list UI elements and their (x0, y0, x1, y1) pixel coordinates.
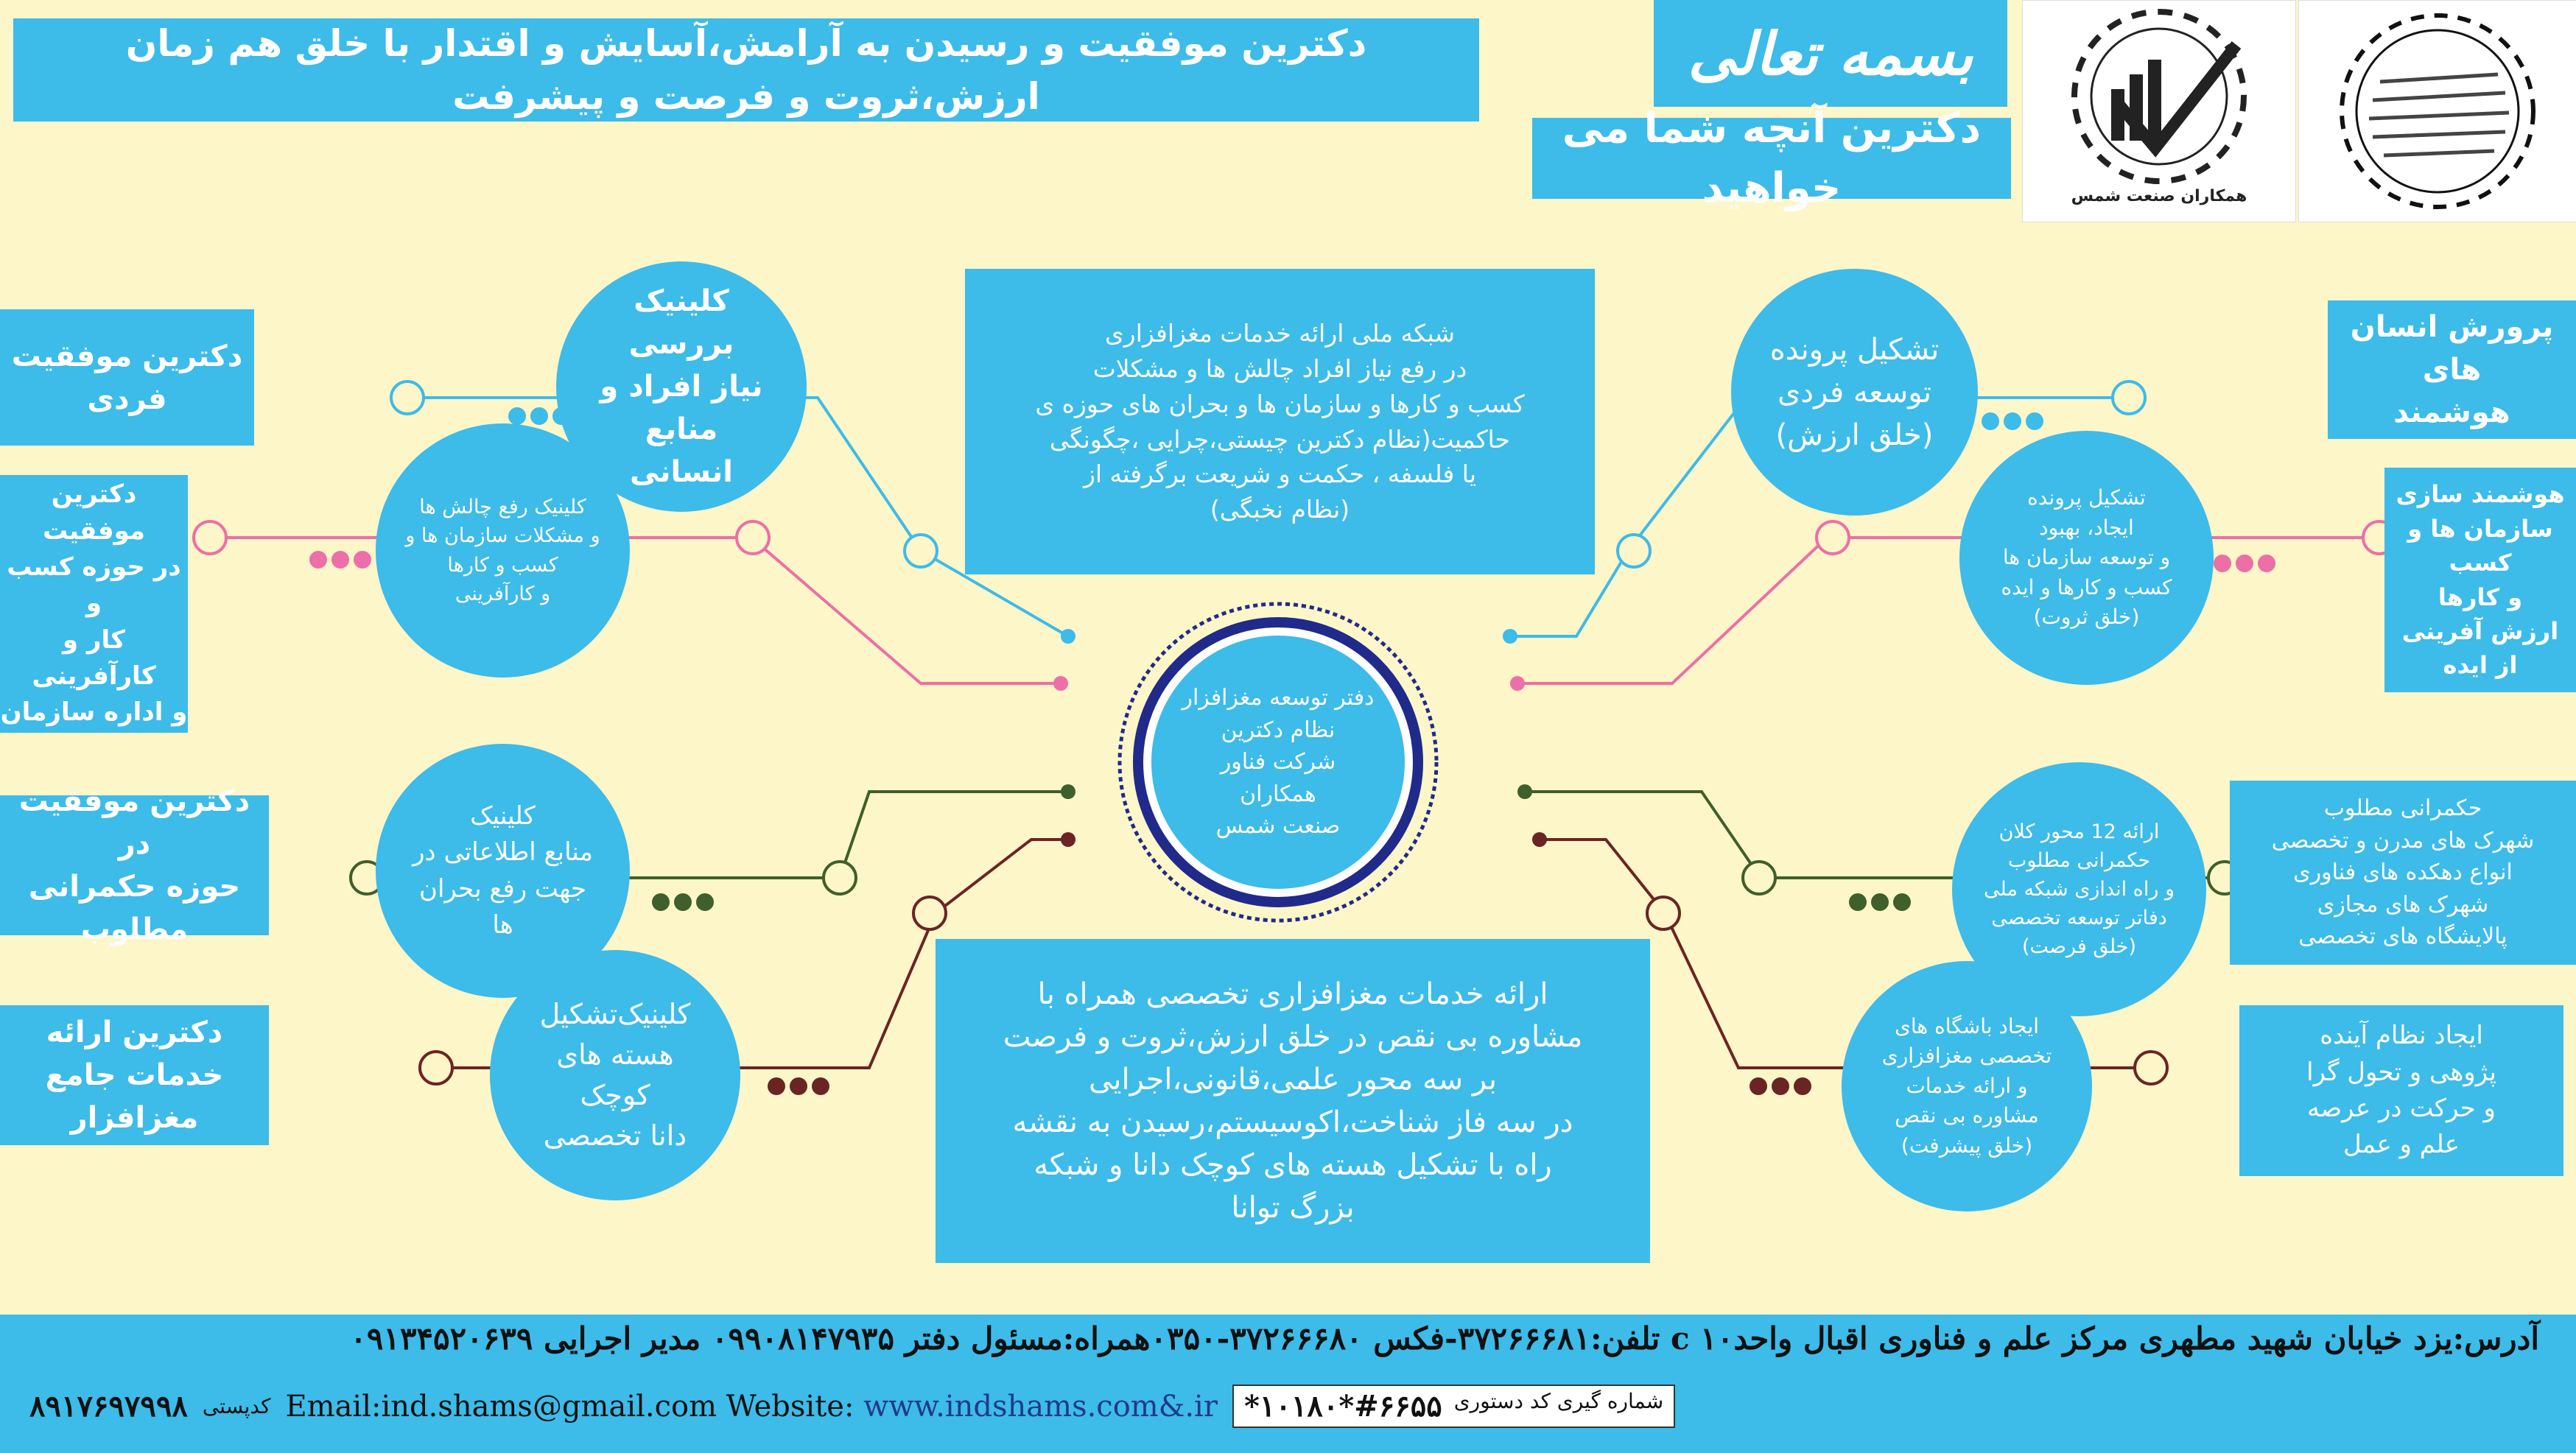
subtitle-box (1532, 104, 2011, 212)
left-box-brainware-services (0, 1005, 269, 1145)
circle-individual-development-file (1731, 269, 1978, 516)
right-circle-1-text: تشکیل پرونده توسعه فردی (خلق ارزش) (1769, 332, 1940, 452)
right-box-good-governance (2230, 781, 2576, 965)
endpoint-left-blue (1061, 629, 1075, 644)
dots-left-green (652, 893, 714, 911)
footer (0, 1315, 2576, 1453)
endpoint-right-pink (1510, 676, 1525, 691)
left-box-3-text: دکترین موفقیت در حوزه حکمرانی مطلوب (18, 784, 250, 946)
right-box-futures-research (2239, 1005, 2563, 1176)
right-box-2-text: هوشمند سازی سازمان ها و کسب و کارها ارزش آفرینی از ایده (2396, 480, 2565, 680)
right-box-4-text: ایجاد نظام آینده پژوهی و تحول گرا و حرکت در عرصه علم و عمل (2306, 1021, 2496, 1160)
footer-address-line (350, 1320, 2539, 1357)
left-box-1-text: دکترین موفقیت فردی (11, 339, 243, 416)
node-left-blue-2 (905, 535, 937, 567)
node-right-blue-2 (1618, 535, 1650, 567)
contact-email: Email:ind.shams@gmail.com Website: (285, 1389, 864, 1424)
center-circle-text: دفتر توسعه مغزافزار نظام دکترین شرکت فناور همکاران صنعت شمس (1182, 685, 1375, 840)
node-left-brown-1 (420, 1052, 452, 1084)
center-circle (1151, 636, 1405, 889)
tracking-code-label: شماره گیری کد دستوری (1453, 1389, 1664, 1413)
right-circle-2-text: تشکیل پرونده ایجاد، بهبود و توسعه سازمان ها کسب و کارها و ایده (خلق ثروت) (2001, 485, 2172, 630)
endpoint-left-green (1061, 784, 1075, 799)
association-seal-mark (2299, 1, 2576, 222)
company-logo (2022, 0, 2296, 222)
association-seal (2298, 0, 2576, 222)
node-right-green-2 (1743, 862, 1775, 894)
endpoint-right-brown (1532, 832, 1547, 847)
node-left-pink-1 (194, 521, 226, 554)
left-circle-2-text: کلینیک رفع چالش ها و مشکلات سازمان ها و کسب و کارها و کارآفرینی (405, 496, 600, 605)
node-left-green-2 (824, 862, 856, 894)
dots-left-brown (768, 1077, 829, 1095)
right-circle-4-text: ایجاد باشگاه های تخصصی مغزافزاری و ارائه خدمات مشاوره بی نقص (خلق پیشرفت) (1881, 1013, 2052, 1158)
left-circle-4-text: کلینیک‌تشکیل هسته های کوچک دانا تخصصی (539, 997, 691, 1153)
center-bottom-box (936, 939, 1650, 1263)
postal-code: ۸۹۱۷۶۹۷۹۹۸ (29, 1389, 188, 1424)
tracking-code-box (1232, 1385, 1675, 1428)
right-box-1-text: پرورش انسان های هوشمند (2350, 310, 2554, 429)
left-box-business-success (0, 475, 188, 733)
dots-right-brown (1749, 1077, 1811, 1095)
dots-right-blue (1982, 412, 2043, 430)
circle-specialized-clubs (1842, 961, 2092, 1211)
company-logo-caption: همکاران صنعت شمس (2071, 187, 2247, 205)
footer-address-text: آدرس:یزد خیابان شهید مطهری مرکز علم و فناوری اقبال واحد۱۰ c تلفن:۳۷۲۶۶۶۸۱-فکس ۳۷۲۶۶۶۸۰-۰۳۵۰همراه:مسئول دفتر ۰۹۹۰۸۱۴۷۹۳۵ مدیر اجرایی ۰۹۱۳۴۵۲۰۶۳۹ (350, 1320, 2539, 1357)
left-box-governance-success (0, 784, 269, 946)
endpoint-left-pink (1053, 676, 1068, 691)
center-top-text: شبکه ملی ارائه خدمات مغزافزاری در رفع نیاز افراد چالش ها و مشکلات کسب و کارها و سازمان ها و بحران های حوزه ی حاکمیت(نظام دکترین چیستی،چرایی ،چگونگی یا فلسفه ، حکمت و شریعت برگرفته از (نظام نخبگی) (1035, 318, 1525, 524)
footer-contact-line (29, 1385, 1675, 1428)
right-box-smart-organizations (2384, 468, 2576, 692)
node-right-blue-1 (2113, 381, 2145, 414)
circle-organization-development-file (1959, 431, 2214, 685)
node-left-blue-1 (391, 381, 424, 414)
left-circle-3-text: کلینیک منابع اطلاعاتی در جهت رفع بحران ها (413, 801, 593, 940)
left-circle-1-text: کلینیک بررسی نیاز افراد و منابع انسانی (600, 284, 763, 489)
endpoint-left-brown (1061, 832, 1075, 847)
website-link[interactable]: www.indshams.com&.ir (863, 1389, 1218, 1424)
tracking-code: #۶۶۵۵*۱۰۱۸۰* (1243, 1389, 1442, 1424)
top-banner-text: دکترین موفقیت و رسیدن به آرامش،آسایش و اقتدار با خلق هم زمان ارزش،ثروت و فرصت و پیشرفت (125, 21, 1367, 118)
bismillah-text: بسمه تعالی (1688, 18, 1973, 88)
node-left-brown-2 (913, 897, 946, 929)
dots-left-pink (309, 551, 371, 569)
postal-code-label: کدپستی (202, 1394, 271, 1418)
dots-right-green (1849, 893, 1911, 911)
node-right-brown-2 (1647, 897, 1680, 929)
left-box-individual-success (0, 309, 254, 446)
right-box-3-text: حکمرانی مطلوب شهرک های مدرن و تخصصی انواع دهکده های فناوری شهرک های مجازی پالایشگاه های تخصصی (2271, 795, 2535, 950)
circle-knowledge-cores-clinic (490, 950, 740, 1200)
circle-business-challenges-clinic (376, 423, 630, 678)
endpoint-right-blue (1503, 629, 1517, 644)
dots-right-pink (2214, 555, 2275, 572)
right-circle-3-text: ارائه 12 محور کلان حکمرانی مطلوب و راه اندازی شبکه ملی دفاتر توسعه تخصصی (خلق فرصت) (1984, 820, 2175, 959)
node-right-pink-2 (1817, 521, 1849, 554)
left-box-4-text: دکترین ارائه خدمات جامع مغزافزار (45, 1016, 224, 1135)
node-right-brown-1 (2135, 1052, 2167, 1084)
subtitle-text: دکترین آنچه شما می خواهید (1562, 104, 1982, 212)
endpoint-right-green (1517, 784, 1532, 799)
center-bottom-text: ارائه خدمات مغزافزاری تخصصی همراه با مشاوره بی نقص در خلق ارزش،ثروت و فرصت بر سه محور علمی،قانونی،اجرایی در سه فاز شناخت،اکوسیستم،رسیدن به نقشه راه با تشکیل هسته های کوچک دانا و شبکه بزرگ توانا (1003, 977, 1583, 1225)
center-top-box (965, 269, 1595, 574)
bismillah-box (1654, 0, 2007, 107)
node-left-pink-2 (737, 521, 769, 554)
left-box-2-text: دکترین موفقیت در حوزه کسب و کار و کارآفرینی و اداره سازمان (0, 479, 188, 728)
right-box-intelligent-humans (2328, 300, 2576, 439)
contact-email-website (285, 1390, 1218, 1424)
top-banner (13, 18, 1479, 122)
company-logo-mark (2023, 1, 2295, 222)
